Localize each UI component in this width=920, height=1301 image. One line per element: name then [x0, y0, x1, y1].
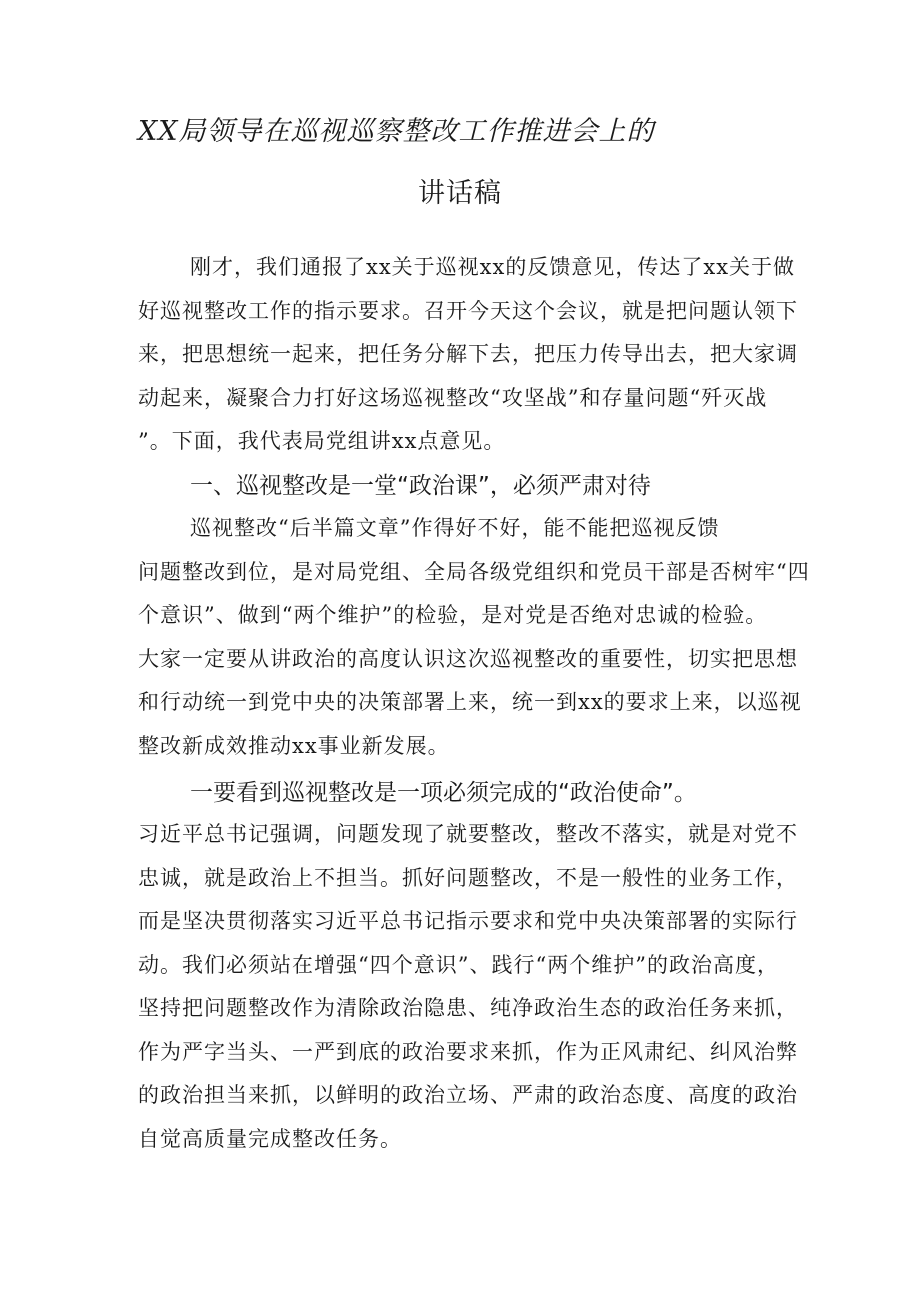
subsection-1-line: 的政治担当来抓，以鲜明的政治立场、严肃的政治态度、高度的政治 — [138, 1083, 798, 1107]
intro-line: 好巡视整改工作的指示要求。召开今天这个会议，就是把问题认领下 — [138, 298, 798, 323]
subsection-1-line: 习近平总书记强调，问题发现了就要整改，整改不落实，就是对党不 — [138, 822, 798, 846]
subsection-1-line: 坚持把问题整改作为清除政治隐患、纯净政治生态的政治任务来抓， — [138, 996, 798, 1020]
subsection-1-line: 动。我们必须站在增强“四个意识”、践行“两个维护”的政治高度， — [138, 952, 779, 977]
intro-line: ”。下面，我代表局党组讲xx点意见。 — [138, 429, 506, 453]
subsection-1-line: 自觉高质量完成整改任务。 — [138, 1126, 402, 1151]
intro-line: 刚才，我们通报了xx关于巡视xx的反馈意见，传达了xx关于做 — [190, 255, 796, 279]
section-1-line: 大家一定要从讲政治的高度认识这次巡视整改的重要性，切实把思想 — [138, 646, 798, 671]
section-1-paragraph — [138, 507, 810, 768]
section-1-line: 问题整改到位，是对局党组、全局各级党组织和党员干部是否树牢“四 — [138, 559, 810, 584]
intro-paragraph — [138, 246, 798, 464]
subsection-1-line: 作为严字当头、一严到底的政治要求来抓，作为正风肃纪、纠风治弊 — [138, 1039, 798, 1064]
section-1-line: 和行动统一到党中央的决策部署上来，统一到xx的要求上来，以巡视 — [138, 690, 802, 714]
section-1-heading: 一、巡视整改是一堂“政治课”，必须严肃对待 — [190, 473, 651, 499]
section-1-line: 个意识”、做到“两个维护”的检验，是对党是否绝对忠诚的检验。 — [138, 603, 768, 627]
section-1-line: 整改新成效推动xx事业新发展。 — [138, 733, 450, 758]
document-title-line-1: XX局领导在巡视巡察整改工作推进会上的 — [138, 116, 655, 147]
subsection-1-heading: 一要看到巡视整改是一项必须完成的“政治使命”。 — [190, 780, 697, 806]
subsection-1-paragraph — [138, 813, 798, 1161]
section-1-line: 巡视整改“后半篇文章”作得好不好，能不能把巡视反馈 — [190, 516, 720, 540]
document-title-line-2: 讲话稿 — [418, 178, 502, 209]
subsection-1-line: 忠诚，就是政治上不担当。抓好问题整改，不是一般性的业务工作， — [138, 865, 798, 890]
intro-line: 来，把思想统一起来，把任务分解下去，把压力传导出去，把大家调 — [138, 342, 798, 366]
intro-line: 动起来，凝聚合力打好这场巡视整改“攻坚战”和存量问题“歼灭战 — [138, 385, 768, 410]
subsection-1-line: 而是坚决贯彻落实习近平总书记指示要求和党中央决策部署的实际行 — [138, 909, 798, 933]
